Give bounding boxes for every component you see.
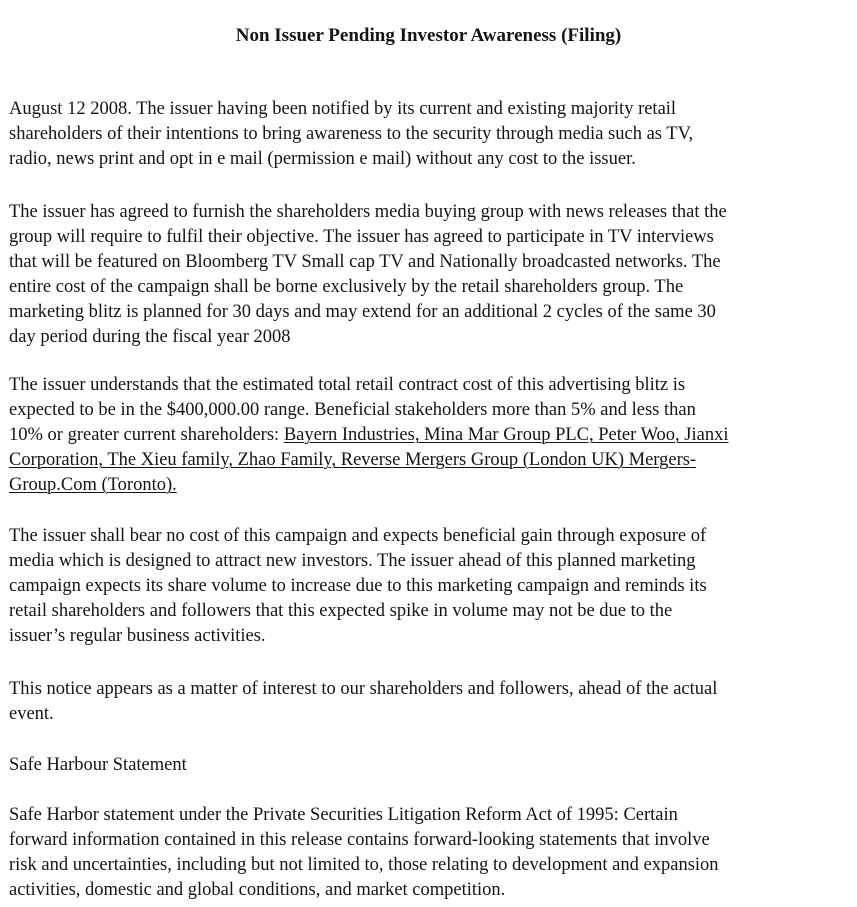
stakeholder-list-underlined: Corporation, The Xieu family, Zhao Family, Reverse Mergers Group (London UK) Mergers- — [9, 450, 697, 470]
text-line: Safe Harbour Statement — [9, 755, 187, 775]
text-line: event. — [9, 704, 54, 724]
text-line: The issuer shall bear no cost of this campaign and expects beneficial gain through exposure of — [9, 526, 707, 546]
text-line: The issuer has agreed to furnish the shareholders media buying group with news releases that the — [9, 202, 727, 222]
text-line: forward information contained in this release contains forward-looking statements that involve — [9, 830, 710, 850]
text-segment: 10% or greater current shareholders: — [9, 425, 284, 445]
paragraph-contract-cost — [9, 373, 851, 498]
paragraph-no-cost — [9, 524, 851, 649]
text-line: day period during the fiscal year 2008 — [9, 327, 291, 347]
text-line: shareholders of their intentions to bring awareness to the security through media such as TV, — [9, 124, 694, 144]
text-line: radio, news print and opt in e mail (permission e mail) without any cost to the issuer. — [9, 149, 636, 169]
paragraph-notice-date — [9, 97, 851, 172]
text-line-underlined — [9, 448, 851, 473]
text-line: group will require to fulfil their objective. The issuer has agreed to participate in TV interviews — [9, 227, 714, 247]
text-line: media which is designed to attract new investors. The issuer ahead of this planned marketing — [9, 551, 696, 571]
text-line: entire cost of the campaign shall be borne exclusively by the retail shareholders group. The — [9, 277, 684, 297]
text-line-mixed — [9, 423, 851, 448]
text-line: August 12 2008. The issuer having been notified by its current and existing majority retail — [9, 99, 677, 119]
paragraph-notice-interest — [9, 677, 851, 727]
text-line: Safe Harbor statement under the Private Securities Litigation Reform Act of 1995: Certain — [9, 805, 678, 825]
section-heading-safe-harbour — [9, 753, 851, 778]
stakeholder-list-underlined: Group.Com (Toronto). — [9, 475, 177, 495]
text-line-underlined — [9, 473, 851, 498]
text-line: issuer’s regular business activities. — [9, 626, 266, 646]
text-line: risk and uncertainties, including but not limited to, those relating to development and expansion — [9, 855, 719, 875]
text-line: retail shareholders and followers that this expected spike in volume may not be due to the — [9, 601, 673, 621]
text-line: The issuer understands that the estimated total retail contract cost of this advertising blitz is — [9, 375, 686, 395]
text-line: that will be featured on Bloomberg TV Small cap TV and Nationally broadcasted networks. The — [9, 252, 721, 272]
text-line: activities, domestic and global conditions, and market competition. — [9, 880, 506, 900]
text-line: This notice appears as a matter of interest to our shareholders and followers, ahead of the actual — [9, 679, 718, 699]
text-line: campaign expects its share volume to increase due to this marketing campaign and reminds its — [9, 576, 707, 596]
text-line: expected to be in the $400,000.00 range. Beneficial stakeholders more than 5% and less than — [9, 400, 696, 420]
document-title: Non Issuer Pending Investor Awareness (Filing) — [235, 25, 622, 46]
text-line: marketing blitz is planned for 30 days and may extend for an additional 2 cycles of the same 30 — [9, 302, 716, 322]
stakeholder-list-underlined: Bayern Industries, Mina Mar Group PLC, Peter Woo, Jianxi — [283, 425, 729, 445]
paragraph-media-campaign — [9, 200, 851, 350]
paragraph-safe-harbor — [9, 803, 851, 903]
